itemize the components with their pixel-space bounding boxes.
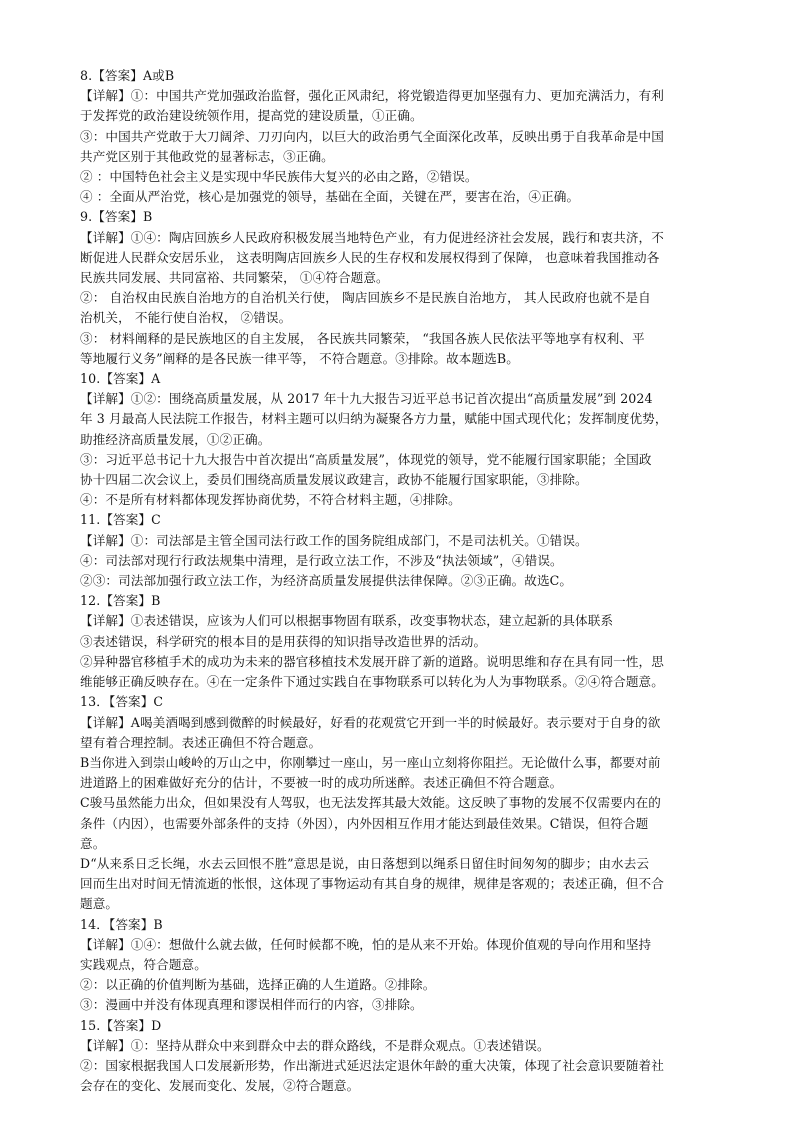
answer-item-8 [80,66,720,207]
answer-item-12 [80,591,720,692]
answer-item-13 [80,692,720,914]
explanation-line: 民族共同发展、共同富裕、共同繁荣， ①④符合题意。 [80,270,389,286]
answer-item-10 [80,369,720,510]
answer-heading: 9.【答案】B [80,209,153,225]
explanation-line: 共产党区别于其他政党的显著标志，③正确。 [80,148,334,164]
explanation-line: 望有着合理控制。表述正确但不符合题意。 [80,734,322,750]
answer-item-9 [80,207,720,369]
explanation-line: 进道路上的困难做好充分的估计，不要被一时的成功所迷醉。表述正确但不符合题意。 [80,775,563,791]
explanation-line: 治机关， 不能行使自治权， ②错误。 [80,310,292,326]
answer-item-11 [80,510,720,591]
explanation-line: B当你进入到崇山峻岭的万山之中，你刚攀过一座山，另一座山立刻将你阻拦。无论做什么事，都要对前 [80,754,661,770]
answer-heading: 8.【答案】A或B [80,68,175,83]
explanation-line: 等地履行义务”阐释的是各民族一律平等， 不符合题意。③排除。故本题选B。 [80,350,519,366]
explanation-line: ③：漫画中并没有体现真理和谬误相伴而行的内容，③排除。 [80,997,423,1013]
explanation-line: ③： 材料阐释的是民族地区的自主发展， 各民族共同繁荣， “我国各族人民依法平等地享有权利、平 [80,330,645,346]
explanation-line: 维能够正确反映存在。④在一定条件下通过实践自在事物联系可以转化为人为事物联系。②④符合题意。 [80,674,664,690]
explanation-line: 协十四届二次会议上，委员们围绕高质量发展议政建言，政协不能履行国家职能，③排除。 [80,472,588,488]
explanation-line: ④：司法部对现行行政法规集中清理，是行政立法工作，不涉及“执法领域”，④错误。 [80,552,563,568]
explanation-line: 于发挥党的政治建设统领作用，提高党的建设质量，①正确。 [80,108,423,124]
answer-explanations-page [80,66,720,1096]
explanation-line: 【详解】A喝美酒喝到感到微醉的时候最好，好看的花观赏它开到一半的时候最好。表示要对于自身的欲 [80,714,661,730]
explanation-line: ②：国家根据我国人口发展新形势，作出渐进式延迟法定退休年龄的重大决策，体现了社会意识要随着社 [80,1057,664,1073]
explanation-line: 【详解】①表述错误，应该为人们可以根据事物固有联系，改变事物状态，建立起新的具体联系 [80,613,614,629]
explanation-line: ③表述错误，科学研究的根本目的是用获得的知识指导改造世界的活动。 [80,633,487,649]
explanation-line: ③：习近平总书记十九大报告中首次提出“高质量发展”，体现党的领导，党不能履行国家职能；全国政 [80,451,652,467]
explanation-line: ②：以正确的价值判断为基础，选择正确的人生道路。②排除。 [80,977,436,993]
explanation-line: ②： 自治权由民族自治地方的自治机关行使， 陶店回族乡不是民族自治地方， 其人民政府也就不是自 [80,290,651,306]
explanation-line: 年 3 月最高人民法院工作报告，材料主题可以归纳为凝聚各方力量，赋能中国式现代化；发挥制度优势， [80,411,668,427]
explanation-line: 【详解】①：司法部是主管全国司法行政工作的国务院组成部门，不是司法机关。①错误。 [80,532,588,548]
explanation-line: 意。 [80,835,106,851]
explanation-line: 【详解】①④：想做什么就去做，任何时候都不晚，怕的是从来不开始。体现价值观的导向作用和坚持 [80,936,652,952]
explanation-line: ③：中国共产党敢于大刀阔斧、刀刃向内，以巨大的政治勇气全面深化改革，反映出勇于自我革命是中国 [80,128,664,144]
explanation-line: ②异种器官移植手术的成功为未来的器官移植技术发展开辟了新的道路。说明思维和存在具有同一性，思 [80,653,664,669]
explanation-line: 【详解】①④：陶店回族乡人民政府积极发展当地特色产业，有力促进经济社会发展，践行和衷共济，不 [80,229,664,245]
explanation-line: 题意。 [80,896,119,912]
explanation-line: 助推经济高质量发展，①②正确。 [80,431,271,447]
explanation-line: 【详解】①②：围绕高质量发展，从 2017 年十九大报告习近平总书记首次提出“高质量发展”到 2024 [80,391,653,407]
answer-heading: 15.【答案】D [80,1017,162,1033]
explanation-line: 【详解】①：中国共产党加强政治监督，强化正风肃纪，将党锻造得更加坚强有力、更加充满活力，有利 [80,88,664,104]
answer-heading: 12.【答案】B [80,593,161,609]
answer-item-15 [80,1016,720,1097]
explanation-line: ④：不是所有材料都体现发挥协商优势，不符合材料主题，④排除。 [80,492,461,508]
answer-item-14 [80,915,720,1016]
answer-heading: 13．【答案】C [80,694,164,710]
explanation-line: C骏马虽然能力出众，但如果没有人驾驭，也无法发挥其最大效能。这反映了事物的发展不仅需要内在的 [80,795,661,811]
explanation-line: ②③：司法部加强行政立法工作，为经济高质量发展提供法律保障。②③正确。故选C。 [80,573,573,589]
explanation-line: 【详解】①：坚持从群众中来到群众中去的群众路线，不是群众观点。①表述错误。 [80,1037,550,1053]
explanation-line: 条件（内因），也需要外部条件的支持（外因），内外因相互作用才能达到最佳效果。C错误，但符合题 [80,815,649,831]
answer-heading: 11.【答案】C [80,512,161,528]
explanation-line: ④ ：全面从严治党，核心是加强党的领导，基础在全面，关键在严，要害在治，④正确。 [80,189,580,205]
explanation-line: 断促进人民群众安居乐业， 这表明陶店回族乡人民的生存权和发展权得到了保障， 也意味着我国推动各 [80,249,660,265]
explanation-line: D“从来系日乏长绳，水去云回恨不胜”意思是说，由日落想到以绳系日留住时间匆匆的脚步；由水去云 [80,855,650,871]
answer-heading: 14．【答案】B [80,916,163,932]
explanation-line: 回而生出对时间无情流逝的怅恨，这体现了事物运动有其自身的规律，规律是客观的；表述正确，但不合 [80,876,664,892]
explanation-line: 实践观点，符合题意。 [80,956,207,972]
explanation-line: ② ：中国特色社会主义是实现中华民族伟大复兴的必由之路，②错误。 [80,169,478,185]
answer-heading: 10.【答案】A [80,371,161,387]
explanation-line: 会存在的变化、发展而变化、发展，②符合题意。 [80,1078,360,1094]
